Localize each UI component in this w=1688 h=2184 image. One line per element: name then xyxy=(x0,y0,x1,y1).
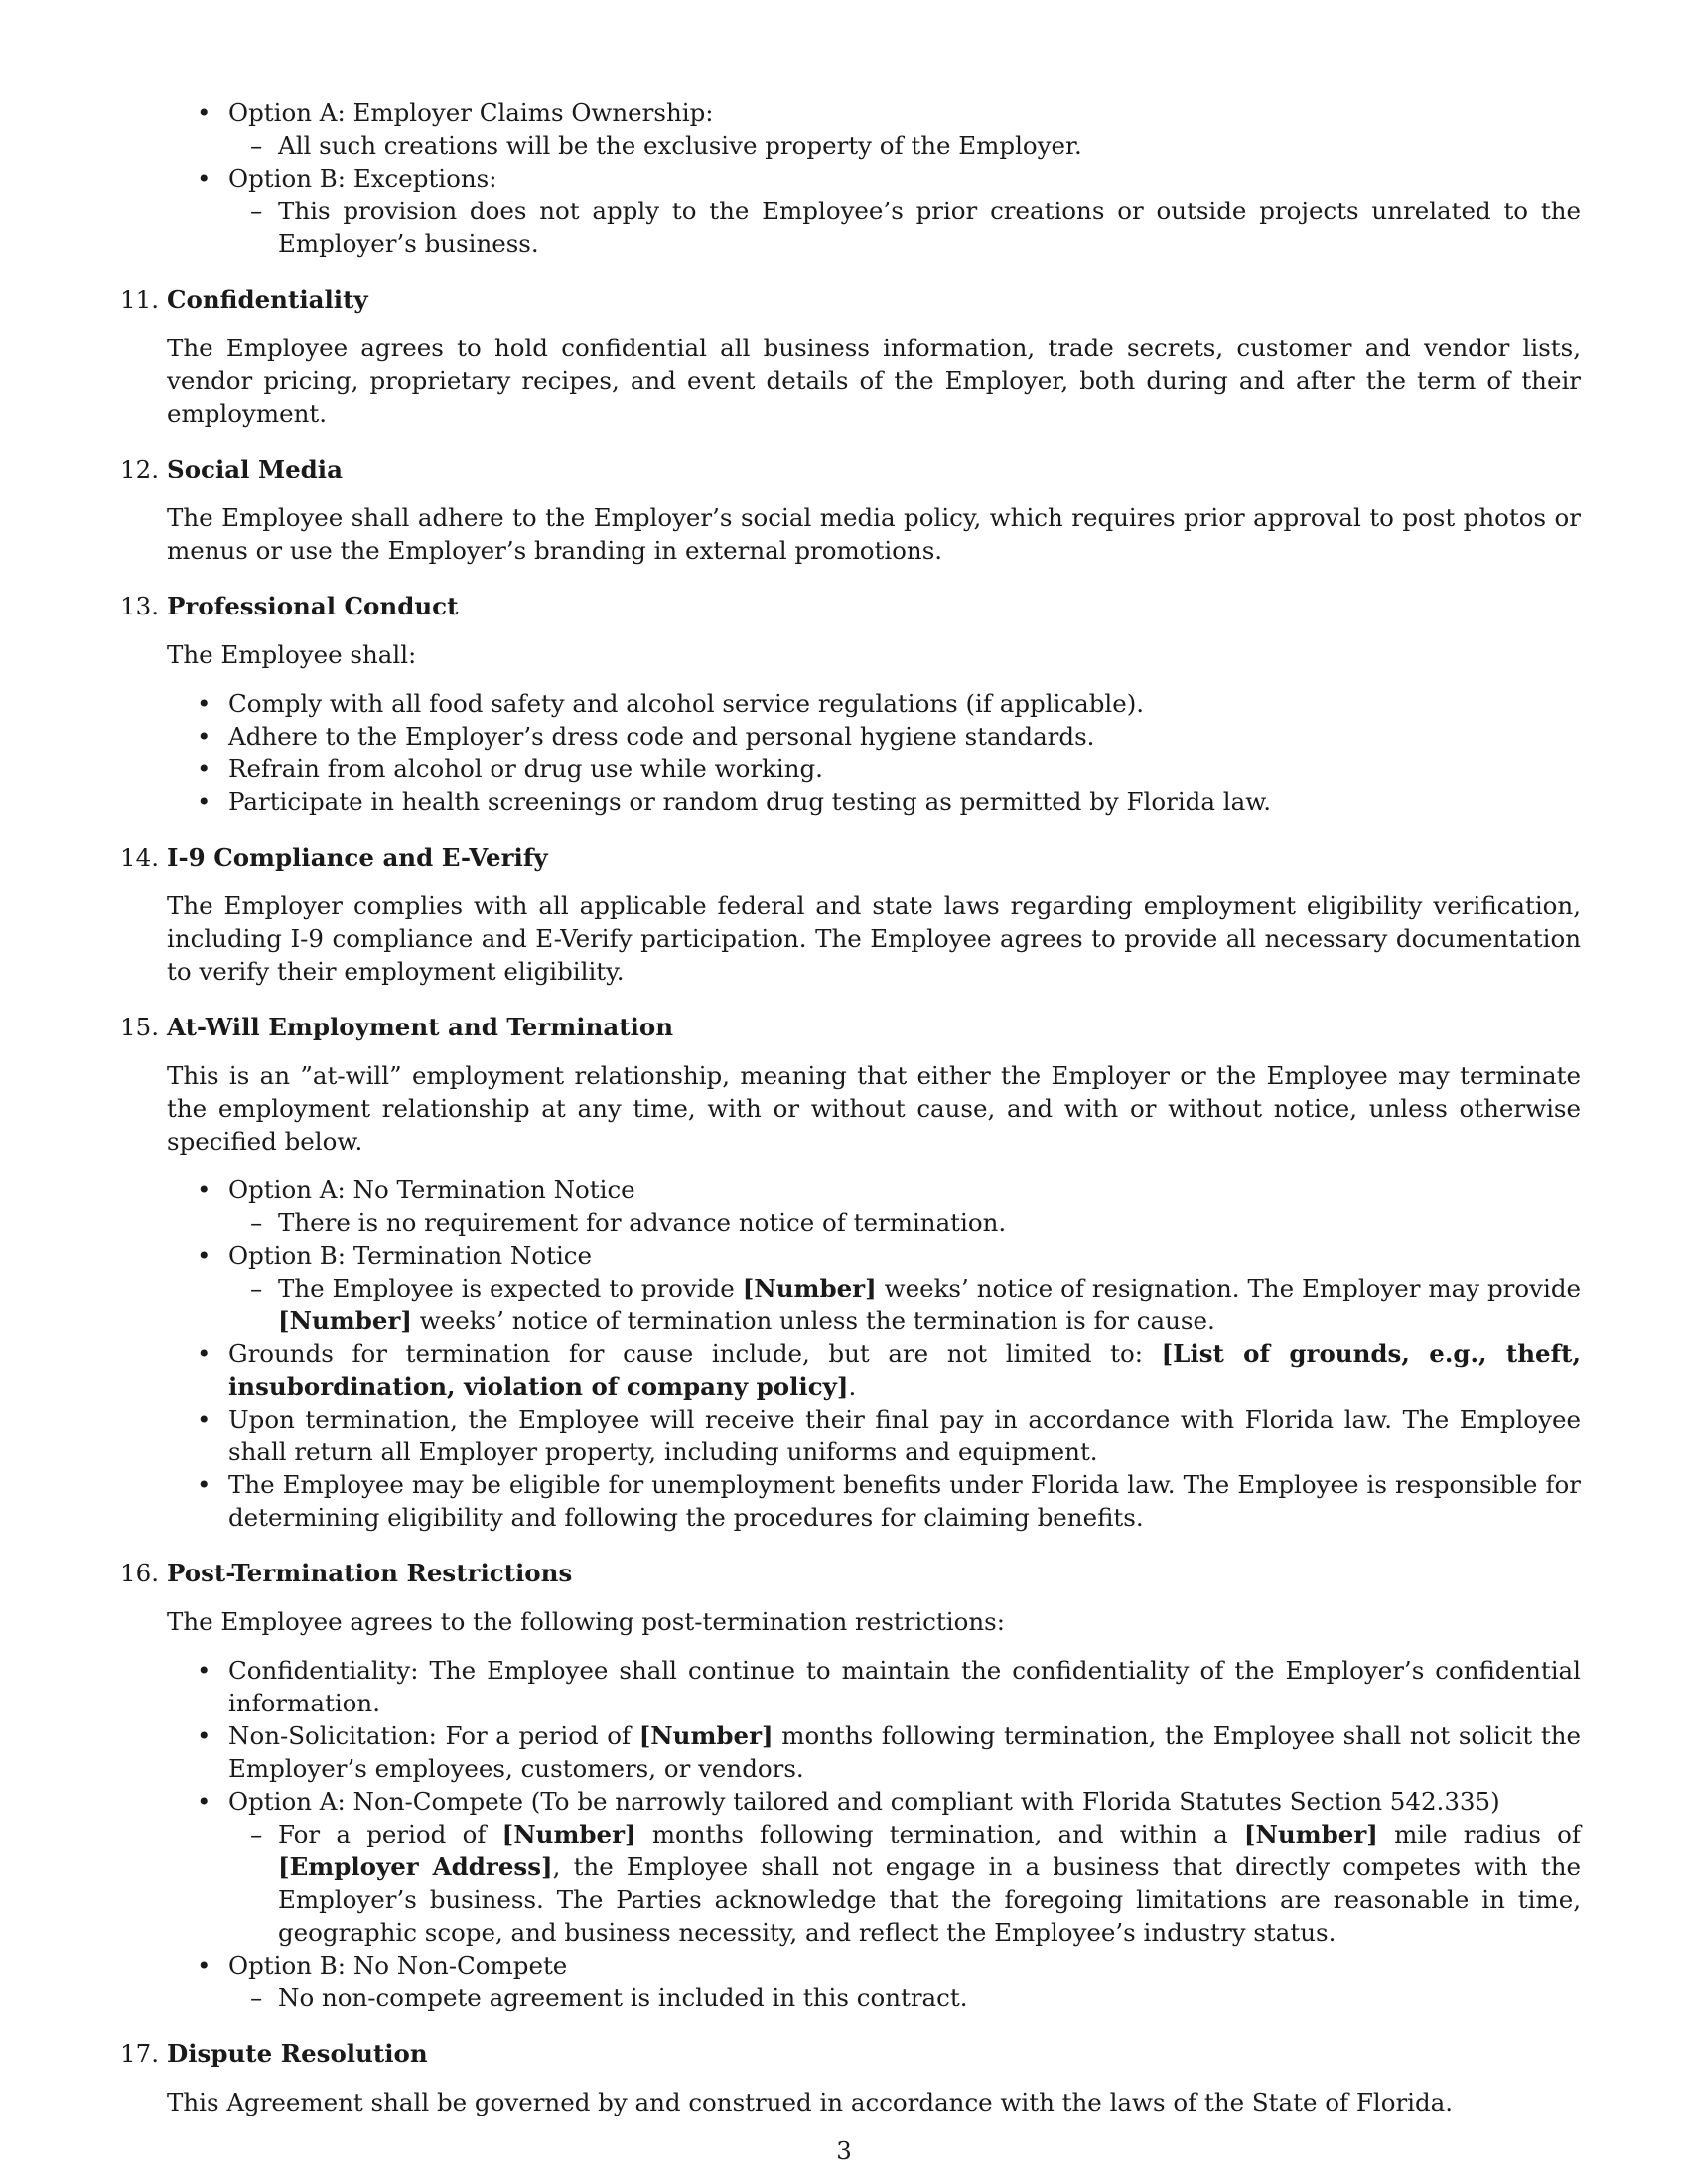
option-a-item xyxy=(167,96,1581,162)
list-item: • Comply with all food safety and alcohol service regulations (if applicable). xyxy=(167,687,1581,720)
ownership-options-list xyxy=(167,96,1581,260)
option-a-subitem xyxy=(228,1818,1581,1949)
confidentiality-item: • Confidentiality: The Employee shall continue to maintain the confidentiality of the Employer’s confidential information. xyxy=(167,1654,1581,1719)
option-a-sublist xyxy=(228,1818,1581,1949)
text-run: months following termination, the Employee shall not solicit the Employer’s employees, customers, or vendors. xyxy=(228,1721,1581,1783)
section-heading xyxy=(120,1011,1581,1043)
option-b-label: Option B: Exceptions: xyxy=(228,164,497,193)
section-heading xyxy=(120,590,1581,622)
section-title: Post-Termination Restrictions xyxy=(167,1559,573,1587)
option-a-item xyxy=(167,1173,1581,1239)
list-item: • Refrain from alcohol or drug use while working. xyxy=(167,752,1581,785)
option-b-item xyxy=(167,1949,1581,2014)
section-paragraph: This Agreement shall be governed by and construed in accordance with the laws of the State of Florida. xyxy=(167,2088,1454,2116)
option-a-sublist xyxy=(228,129,1581,162)
option-a-label: Option A: No Termination Notice xyxy=(228,1175,635,1204)
placeholder-address: [Employer Address] xyxy=(278,1852,553,1881)
section-number: 16. xyxy=(120,1559,159,1587)
option-a-subitem: – All such creations will be the exclusive property of the Employer. xyxy=(228,129,1581,162)
section-paragraph: The Employee shall: xyxy=(167,640,417,669)
section-title: At-Will Employment and Termination xyxy=(167,1013,674,1041)
option-b-sublist xyxy=(228,1981,1581,2014)
section-heading xyxy=(120,283,1581,316)
section-15 xyxy=(120,1011,1582,1534)
section-12 xyxy=(120,453,1581,567)
section-paragraph: The Employer complies with all applicable federal and state laws regarding employment eligibility verification, including I-9 compliance and E-Verify participation. The Employee agrees to provide all necessary documentation to verify their employment eligibility. xyxy=(167,891,1581,986)
placeholder-number: [Number] xyxy=(742,1274,877,1302)
section-paragraph: This is an ”at-will” employment relationship, meaning that either the Employer or the Employee may terminate the employment relationship at any time, with or without cause, and with or without notice, unless otherwise specified below. xyxy=(167,1061,1581,1156)
unemployment-item: • The Employee may be eligible for unemployment benefits under Florida law. The Employee is responsible for determining eligibility and following the procedures for claiming benefits. xyxy=(167,1468,1581,1534)
section-number: 17. xyxy=(120,2039,159,2068)
section-title: Social Media xyxy=(167,455,343,483)
text-run: weeks’ notice of termination unless the termination is for cause. xyxy=(411,1306,1215,1335)
section-title: Dispute Resolution xyxy=(167,2039,428,2068)
option-b-subitem xyxy=(228,1272,1581,1337)
text-run: , the Employee shall not engage in a business that directly competes with the Employer’s business. The Parties acknowledge that the foregoing limitations are reasonable in time, geographic scope, and business necessity, and reflect the Employee’s industry status. xyxy=(278,1852,1581,1947)
section-paragraph: The Employee shall adhere to the Employer’s social media policy, which requires prior approval to post photos or menus or use the Employer’s branding in external promotions. xyxy=(167,503,1581,565)
section-paragraph: The Employee agrees to hold confidential all business information, trade secrets, customer and vendor lists, vendor pricing, proprietary recipes, and event details of the Employer, both during and after the term of their employment. xyxy=(167,334,1581,428)
section-14 xyxy=(120,841,1581,988)
section-16 xyxy=(120,1557,1581,2014)
placeholder-number: [Number] xyxy=(278,1306,412,1335)
option-a-subitem: – There is no requirement for advance notice of termination. xyxy=(228,1206,1581,1239)
section-17 xyxy=(120,2037,1581,2118)
placeholder-number: [Number] xyxy=(1243,1820,1378,1848)
placeholder-grounds: [List of grounds, e.g., theft, insubordination, violation of company policy] xyxy=(228,1339,1581,1401)
option-a-item xyxy=(167,1785,1581,1949)
document-body xyxy=(120,96,1582,2118)
section-title: I-9 Compliance and E-Verify xyxy=(167,843,548,872)
restrictions-list xyxy=(167,1654,1581,2014)
final-pay-item: • Upon termination, the Employee will receive their final pay in accordance with Florida law. The Employee shall return all Employer property, including uniforms and equipment. xyxy=(167,1403,1581,1468)
section-heading xyxy=(120,2037,1581,2070)
list-item: • Participate in health screenings or random drug testing as permitted by Florida law. xyxy=(167,785,1581,818)
page-number: 3 xyxy=(836,2136,852,2165)
text-run: Non-Solicitation: For a period of xyxy=(228,1721,639,1750)
option-b-subitem: – No non-compete agreement is included in this contract. xyxy=(228,1981,1581,2014)
section-number: 12. xyxy=(120,455,159,483)
text-run: . xyxy=(848,1372,857,1401)
option-b-item xyxy=(167,162,1581,260)
placeholder-number: [Number] xyxy=(638,1721,774,1750)
termination-list xyxy=(167,1173,1581,1534)
section-number: 14. xyxy=(120,843,159,872)
text-run: mile radius of xyxy=(1377,1820,1581,1848)
non-solicitation-item xyxy=(167,1719,1581,1785)
section-number: 13. xyxy=(120,592,159,620)
text-run: The Employee is expected to provide xyxy=(278,1274,743,1302)
section-11 xyxy=(120,283,1581,430)
option-a-sublist xyxy=(228,1206,1581,1239)
section-number: 11. xyxy=(120,285,159,314)
grounds-item xyxy=(167,1337,1581,1403)
text-run: weeks’ notice of resignation. The Employer may provide xyxy=(876,1274,1582,1302)
section-13 xyxy=(120,590,1581,818)
section-heading xyxy=(120,841,1581,874)
option-a-label: Option A: Non-Compete (To be narrowly tailored and compliant with Florida Statutes Section 542.335) xyxy=(228,1787,1500,1816)
option-b-label: Option B: No Non-Compete xyxy=(228,1951,568,1979)
option-b-subitem: – This provision does not apply to the Employee’s prior creations or outside projects unrelated to the Employer’s business. xyxy=(228,195,1581,260)
option-b-sublist xyxy=(228,195,1581,260)
text-run: months following termination, and within a xyxy=(635,1820,1244,1848)
text-run: For a period of xyxy=(278,1820,502,1848)
conduct-list xyxy=(167,687,1581,818)
section-heading xyxy=(120,1557,1581,1589)
option-b-label: Option B: Termination Notice xyxy=(228,1241,593,1270)
placeholder-number: [Number] xyxy=(501,1820,636,1848)
section-number: 15. xyxy=(120,1013,159,1041)
option-b-item xyxy=(167,1239,1581,1337)
section-paragraph: The Employee agrees to the following post-termination restrictions: xyxy=(167,1607,1005,1636)
text-run: Grounds for termination for cause include, but are not limited to: xyxy=(228,1339,1162,1368)
section-title: Professional Conduct xyxy=(167,592,459,620)
section-title: Confidentiality xyxy=(167,285,368,314)
section-heading xyxy=(120,453,1581,485)
list-item: • Adhere to the Employer’s dress code and personal hygiene standards. xyxy=(167,720,1581,752)
option-b-sublist xyxy=(228,1272,1581,1337)
section-10-continuation xyxy=(167,96,1581,260)
option-a-label: Option A: Employer Claims Ownership: xyxy=(228,98,714,127)
